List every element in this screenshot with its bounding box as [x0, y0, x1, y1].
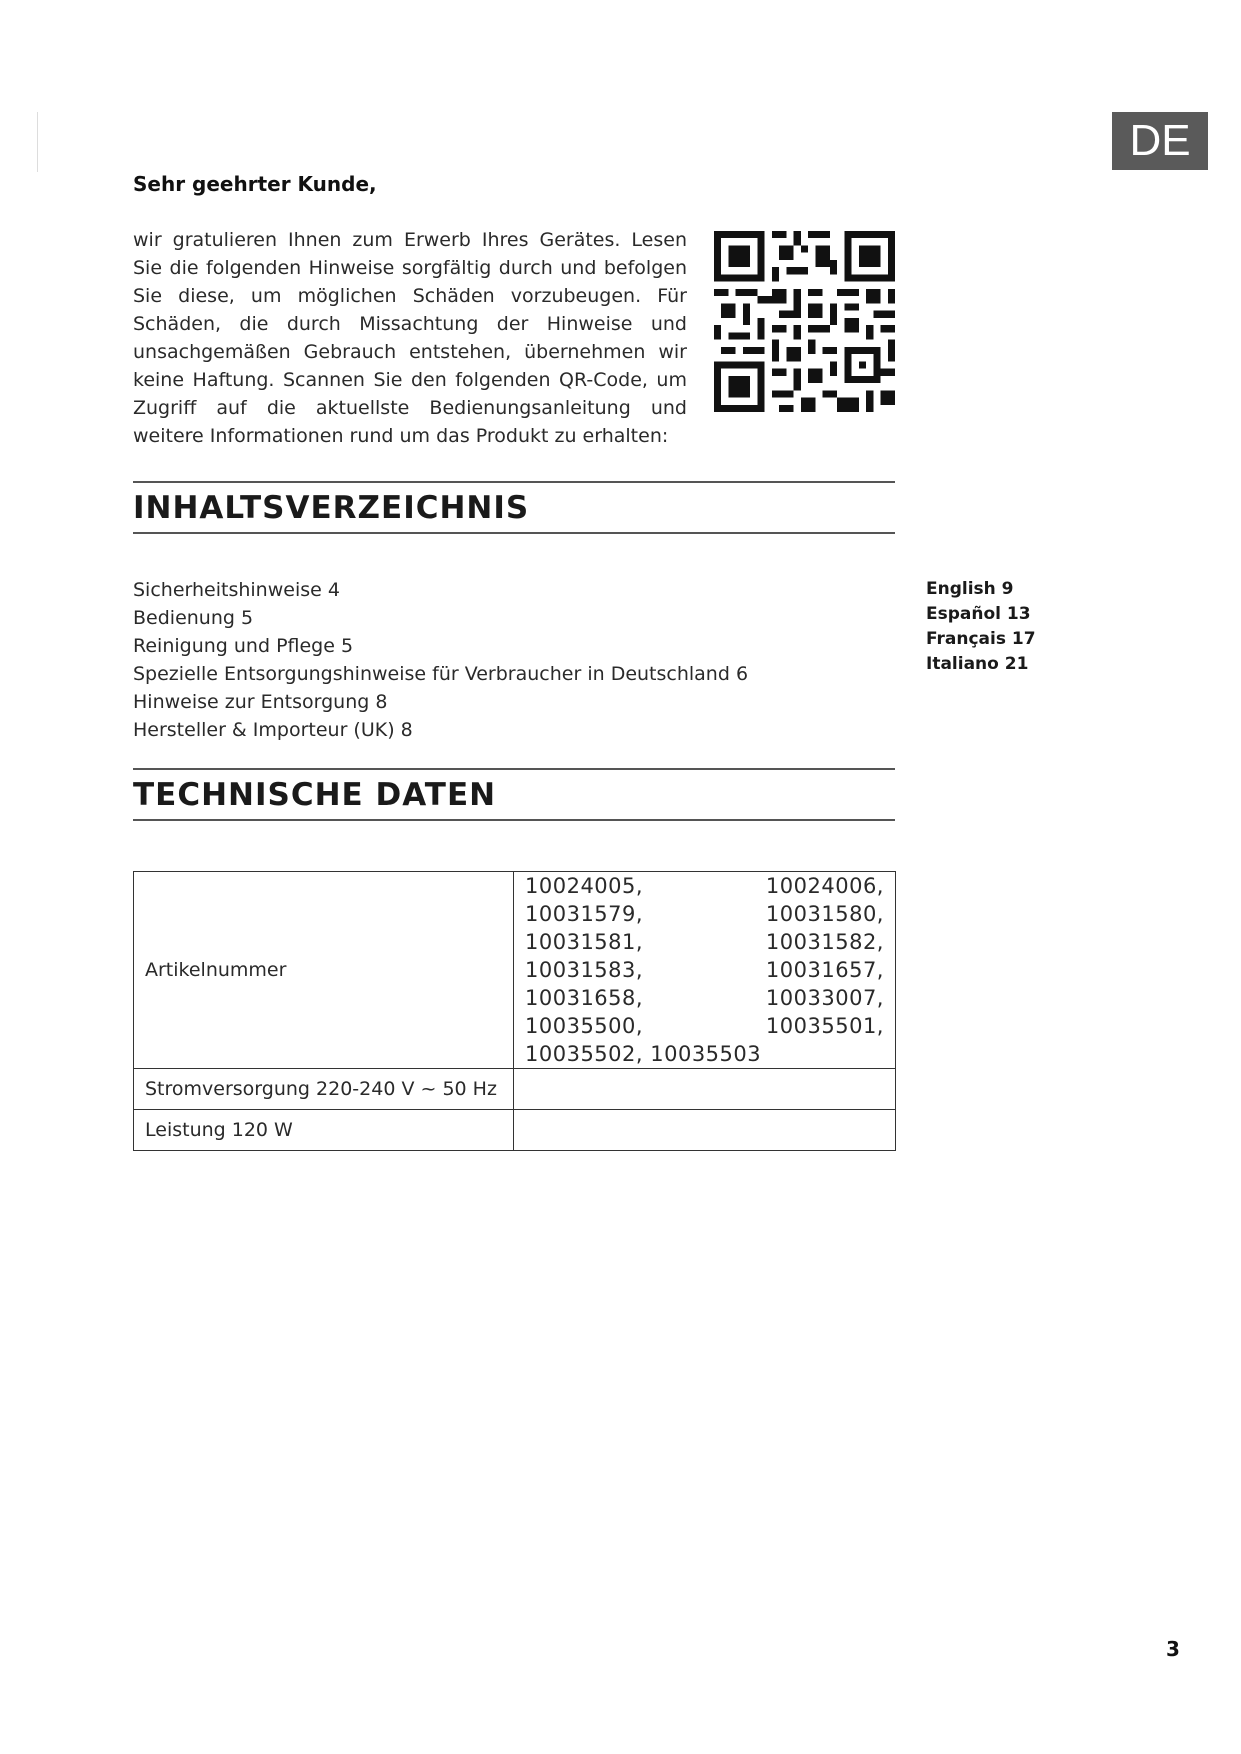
language-link-italian[interactable]: Italiano 21 [926, 654, 1029, 674]
language-link-spanish[interactable]: Español 13 [926, 604, 1031, 624]
toc-item[interactable]: Reinigung und Pflege 5 [133, 635, 354, 657]
table-row [134, 1069, 896, 1110]
toc-title: INHALTSVERZEICHNIS [133, 490, 530, 526]
spec-value [514, 872, 896, 1069]
toc-item[interactable]: Bedienung 5 [133, 607, 254, 629]
spec-value [514, 1110, 896, 1151]
tech-title: TECHNISCHE DATEN [133, 777, 497, 813]
language-link-french[interactable]: Français 17 [926, 629, 1036, 649]
table-row [134, 872, 896, 1069]
toc-bottom-rule [133, 532, 895, 534]
language-badge: DE [1112, 112, 1208, 170]
spec-table [133, 871, 896, 1151]
intro-paragraph: wir gratulieren Ihnen zum Erwerb Ihres Gerätes. Lesen Sie die folgenden Hinweise sorgfältig durch und befolgen Sie diese, um möglichen Schäden vorzubeugen. Für Schäden, die durch Missachtung der Hinweise und unsachgemäßen Gebrauch entstehen, übernehmen wir keine Haftung. Scannen Sie den folgenden QR-Code, um Zugriff auf die aktuellste Bedienungsanleitung und weitere Informationen rund um das Produkt zu erhalten: [133, 229, 687, 447]
spec-value [514, 1069, 896, 1110]
tech-top-rule [133, 768, 895, 770]
qr-code-icon [714, 231, 895, 412]
toc-item[interactable]: Hersteller & Importeur (UK) 8 [133, 719, 413, 741]
spec-label: Stromversorgung 220-240 V ~ 50 Hz [134, 1069, 514, 1110]
table-row [134, 1110, 896, 1151]
margin-line [37, 112, 38, 172]
toc-item[interactable]: Sicherheitshinweise 4 [133, 579, 340, 601]
language-link-english[interactable]: English 9 [926, 579, 1014, 599]
spec-label: Leistung 120 W [134, 1110, 514, 1151]
tech-bottom-rule [133, 819, 895, 821]
toc-item[interactable]: Hinweise zur Entsorgung 8 [133, 691, 388, 713]
greeting: Sehr geehrter Kunde, [133, 172, 377, 196]
toc-list [133, 576, 748, 744]
article-numbers: 10024005, 10024006, 10031579, 10031580, 10031581, 10031582, 10031583, 10031657, 10031658, 10033007, 10035500, 10035501, 10035502, 10035503 [525, 874, 884, 1066]
page-number: 3 [1166, 1637, 1180, 1661]
language-index [926, 577, 1036, 677]
spec-label: Artikelnummer [134, 872, 514, 1069]
toc-top-rule [133, 481, 895, 483]
toc-item[interactable]: Spezielle Entsorgungshinweise für Verbraucher in Deutschland 6 [133, 663, 749, 685]
